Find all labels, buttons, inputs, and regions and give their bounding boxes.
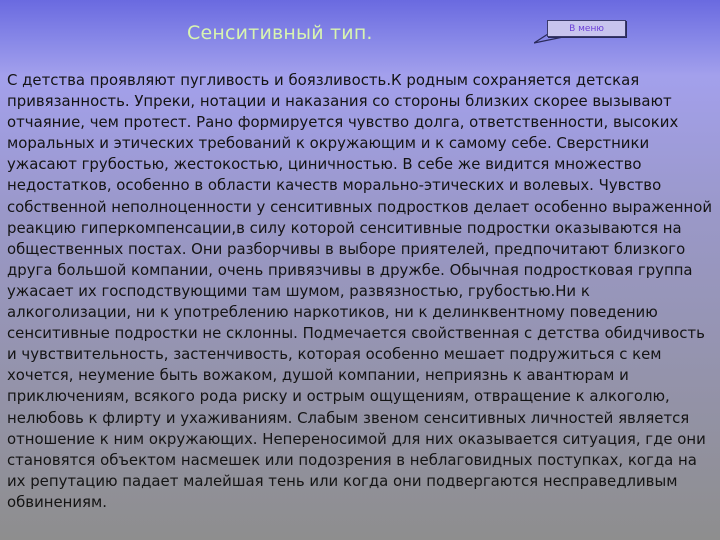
body-text: С детства проявляют пугливость и боязливость.К родным сохраняется детская привязанность. Упреки, нотации и наказания со стороны близких скорее вызывают отчаяние, чем протест. Рано формируется чувство долга, ответственности, высоких моральных и этических требований к окружающим и к самому себе. Сверстники ужасают грубостью, жестокостью, циничностью. В себе же видится множество недостатков, особенно в области качеств морально-этических и волевых. Чувство собственной неполноценности у сенситивных подростков делает особенно выраженной реакцию гиперкомпенсации,в силу которой сенситивные подростки оказываются на общественных постах. Они разборчивы в выборе приятелей, предпочитают близкого друга большой компании, очень привязчивы в дружбе. Обычная подростковая группа ужасает их господствующими там шумом, развязностью, грубостью.Ни к алкоголизации, ни к употреблению наркотиков, ни к делинквентному поведению сенситивные подростки не склонны. Подмечается свойственная с детства обидчивость и чувствительность, застенчивость, которая особенно мешает подружиться с кем хочется, неумение быть вожаком, душой компании, неприязнь к авантюрам и приключениям, всякого рода риску и острым ощущениям, отвращение к алкоголю, нелюбовь к флирту и ухаживаниям. Слабым звеном сенситивных личностей является отношение к ним окружающих. Непереносимой для них оказывается ситуация, где они становятся объектом насмешек или подозрения в неблаговидных поступках, когда на их репутацию падает малейшая тень или когда они подвергаются несправедливым обвинениям. <box>7 71 713 511</box>
slide-title: Сенситивный тип. <box>187 22 373 44</box>
menu-button[interactable] <box>547 20 626 37</box>
menu-button-label: В меню <box>569 23 604 34</box>
